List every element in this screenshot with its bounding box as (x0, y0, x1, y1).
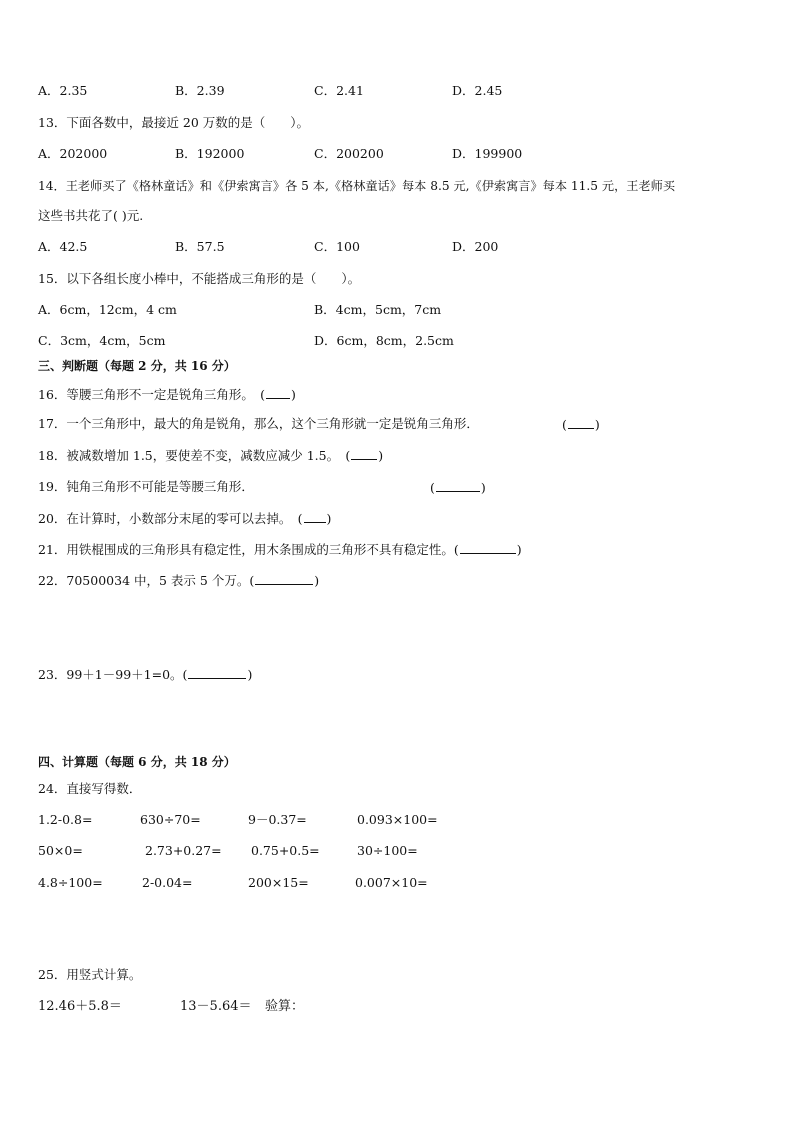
q24-r2-c4: 30÷100= (357, 843, 418, 858)
q19-answer (430, 479, 486, 496)
q15-option-a: A．6cm，12cm，4 cm (38, 302, 177, 317)
q21-text: 21．用铁棍围成的三角形具有稳定性，用木条围成的三角形不具有稳定性。( (38, 542, 459, 557)
q15-option-c: C．3cm，4cm，5cm (38, 333, 166, 348)
q23 (38, 666, 252, 683)
q19 (38, 479, 254, 495)
q22-answer-blank[interactable] (255, 572, 313, 585)
q18-answer-blank[interactable] (351, 447, 377, 460)
q21-answer-blank[interactable] (460, 541, 516, 554)
q16 (38, 386, 296, 403)
q13-option-d: D．199900 (452, 146, 523, 161)
q14-option-b: B．57.5 (175, 239, 225, 254)
q21-close-paren: ) (516, 542, 522, 557)
q18-close-paren: ) (378, 448, 384, 463)
q24-stem: 24．直接写得数． (38, 781, 142, 796)
q24-r1-c4: 0.093×100= (357, 812, 438, 827)
q25-verify-label: 验算： (265, 999, 305, 1014)
q16-close-paren: ) (291, 387, 296, 402)
section4-heading: 四、计算题（每题 6 分，共 18 分） (38, 755, 236, 769)
q12-option-d: D．2.45 (452, 83, 503, 98)
q13-option-c: C．200200 (314, 146, 384, 161)
q12-option-c: C．2.41 (314, 83, 364, 98)
q17 (38, 416, 479, 432)
q18-text: 18．被减数增加 1.5，要使差不变，减数应减少 1.5。 ( (38, 448, 351, 463)
q19-close-paren: ) (480, 480, 486, 495)
q16-text: 16．等腰三角形不一定是锐角三角形。 ( (38, 387, 266, 402)
q19-open-paren: ( (430, 480, 435, 495)
q19-answer-blank[interactable] (436, 479, 480, 492)
q14-option-c: C．100 (314, 239, 360, 254)
q24-r3-c2: 2-0.04= (142, 875, 193, 890)
q15-option-d: D．6cm，8cm，2.5cm (314, 333, 454, 348)
section3-heading: 三、判断题（每题 2 分，共 16 分） (38, 359, 236, 373)
q24-r3-c1: 4.8÷100= (38, 875, 103, 890)
q13-option-a: A．202000 (38, 146, 108, 161)
q12-option-b: B．2.39 (175, 83, 225, 98)
q17-text: 17．一个三角形中，最大的角是锐角，那么，这个三角形就一定是锐角三角形． (38, 416, 479, 431)
q24-r1-c3: 9－0.37= (248, 812, 307, 827)
q15-option-b: B．4cm，5cm，7cm (314, 302, 442, 317)
q20-answer-blank[interactable] (304, 510, 326, 523)
q17-open-paren: ( (562, 417, 567, 432)
q14-stem-line2: 这些书共花了( )元. (38, 208, 144, 223)
q25-expr-1: 12.46＋5.8＝ (38, 999, 122, 1014)
q21 (38, 541, 522, 558)
q20 (38, 510, 331, 527)
q20-close-paren: ) (326, 511, 332, 526)
q19-text: 19．钝角三角形不可能是等腰三角形． (38, 479, 254, 494)
q23-answer-blank[interactable] (188, 666, 246, 679)
q23-close-paren: ) (247, 667, 253, 682)
q22-text: 22．70500034 中，5 表示 5 个万。( (38, 573, 255, 588)
q15-stem: 15．以下各组长度小棒中，不能搭成三角形的是（ ）。 (38, 271, 361, 286)
q12-option-a: A．2.35 (38, 83, 88, 98)
q25-stem: 25．用竖式计算。 (38, 967, 142, 982)
q22-close-paren: ) (314, 573, 320, 588)
q14-stem-line1: 14．王老师买了《格林童话》和《伊索寓言》各 5 本,《格林童话》每本 8.5 元,《伊索寓言》每本 11.5 元，王老师买 (38, 179, 676, 193)
q24-r1-c1: 1.2-0.8= (38, 812, 93, 827)
q24-r2-c2: 2.73+0.27= (145, 843, 222, 858)
q13-option-b: B．192000 (175, 146, 245, 161)
q24-r3-c4: 0.007×10= (355, 875, 428, 890)
q24-r3-c3: 200×15= (248, 875, 309, 890)
q24-r2-c3: 0.75+0.5= (251, 843, 320, 858)
q24-r1-c2: 630÷70= (140, 812, 201, 827)
q13-stem: 13．下面各数中，最接近 20 万数的是（ ）。 (38, 115, 310, 130)
q23-text: 23．99＋1－99＋1=0。( (38, 667, 188, 682)
q14-option-d: D．200 (452, 239, 499, 254)
q16-answer-blank[interactable] (266, 386, 290, 399)
q22 (38, 572, 319, 589)
q17-answer (562, 416, 600, 433)
q25-expr-2: 13－5.64＝ (180, 999, 252, 1014)
q17-close-paren: ) (594, 417, 600, 432)
q14-option-a: A．42.5 (38, 239, 88, 254)
q24-r2-c1: 50×0= (38, 843, 83, 858)
q18 (38, 447, 383, 464)
q17-answer-blank[interactable] (568, 416, 594, 429)
q20-text: 20．在计算时，小数部分末尾的零可以去掉。 ( (38, 511, 303, 526)
